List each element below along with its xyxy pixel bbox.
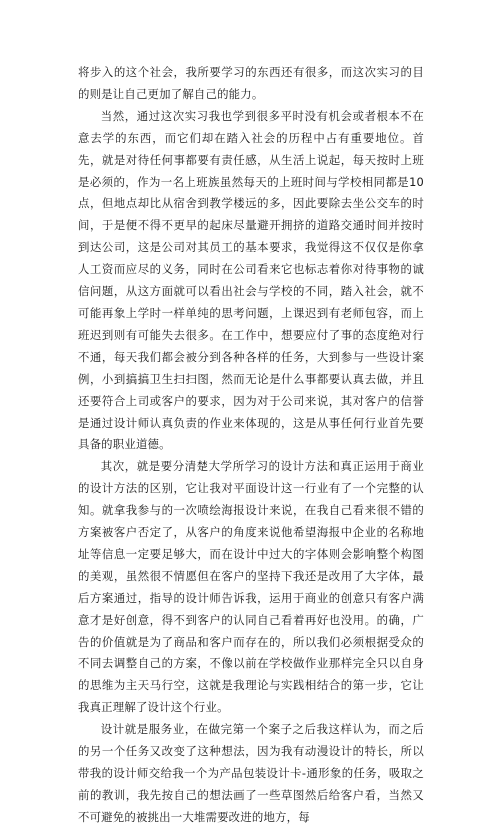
- paragraph-2: 当然，通过这次实习我也学到很多平时没有机会或者根本不在意去学的东西，而它们却在踏入社会的历程中占有重要地位。首先，就是对待任何事都要有责任感，从生活上说起，每天按时上班是必须的，作为一名上班族虽然每天的上班时间与学校相同都是10点，但地点却比从宿舍到教学楼远的多，因此要除去坐公交车的时间，于是便不得不更早的起床尽量避开拥挤的道路交通时间并按时到达公司，这是公司对其员工的基本要求，我觉得这不仅仅是你拿人工资而应尽的义务，同时在公司看来它也标志着你对待事物的诚信问题，从这方面就可以看出社会与学校的不同，踏入社会，就不可能再象上学时一样单纯的思考问题，上课迟到有老师包容，而上班迟到则有可能失去很多。在工作中，想要应付了事的态度绝对行不通，每天我们都会被分到各种各样的任务，大到参与一些设计案例，小到搞搞卫生扫扫图，然而无论是什么事都要认真去做，并且还要符合上司或客户的要求，因为对于公司来说，其对客户的信誉是通过设计师认真负责的作业来体现的，这是从事任何行业首先要具备的职业道德。: [78, 108, 424, 452]
- document-page: [78, 62, 424, 829]
- paragraph-3: 其次，就是要分清楚大学所学习的设计方法和真正运用于商业的设计方法的区别，它让我对平面设计这一行业有了一个完整的认知。就拿我参与的一次喷绘海报设计来说，在我自己看来很不错的方案被客户否定了，从客户的角度来说他希望海报中企业的名称地址等信息一定要足够大，而在设计中过大的字体则会影响整个构图的美观，虽然很不情愿但在客户的坚持下我还是改用了大字体，最后方案通过，指导的设计师告诉我，运用于商业的创意只有客户满意才是好创意，得不到客户的认同自己看着再好也没用。的确，广告的价值就是为了商品和客户而存在的，所以我们必须根据受众的不同去调整自己的方案，不像以前在学校做作业那样完全只以自身的思维为主天马行空，这就是我理论与实践相结合的第一步，它让我真正理解了设计这个行业。: [78, 459, 424, 715]
- paragraph-4: 设计就是服务业，在做完第一个案子之后我这样认为，而之后的另一个任务又改变了这种想法，因为我有动漫设计的特长，所以带我的设计师交给我一个为产品包装设计卡-通形象的任务，吸取之前的教训，我先按自己的想法画了一些草图然后给客户看，当然又不可避免的被挑出一大堆需要改进的地方，每: [78, 722, 424, 824]
- paragraph-1: 将步入的这个社会，我所要学习的东西还有很多，而这次实习的目的则是让自己更加了解自己的能力。: [78, 65, 424, 101]
